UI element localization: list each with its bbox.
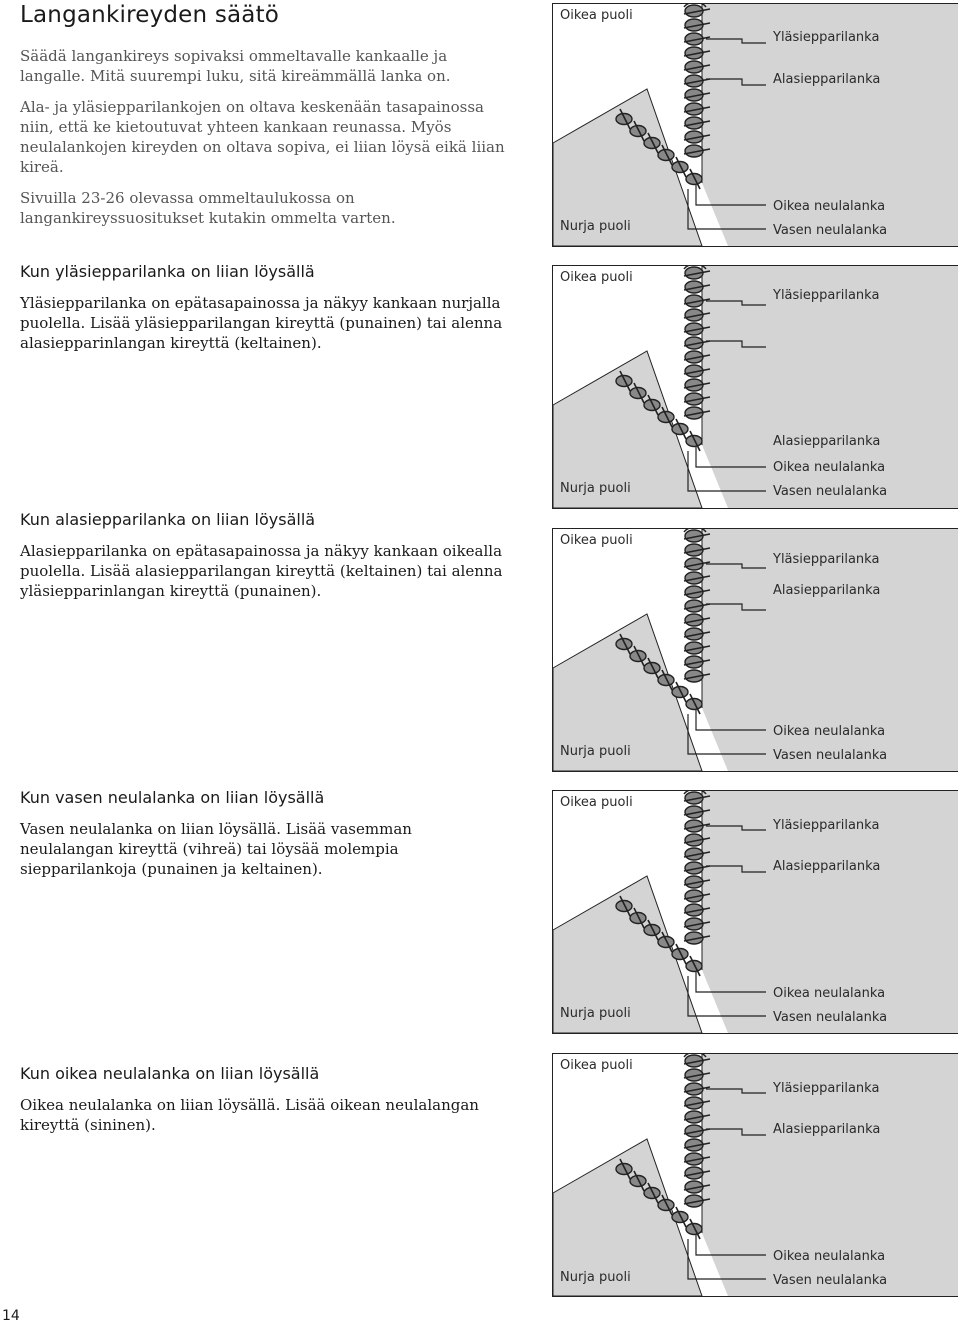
stitch-illustration	[552, 528, 958, 772]
thread-loop	[658, 1200, 674, 1211]
label-lower-looper: Alasiepparilanka	[773, 72, 881, 87]
page-title: Langankireyden säätö	[20, 2, 280, 28]
label-left-needle: Vasen neulalanka	[773, 484, 888, 499]
stitch-illustration	[552, 1053, 958, 1297]
section-text: Vasen neulalanka on liian löysällä. Lisää vasemman neulalangan kireyttä (vihreä) tai löysää molempia siepparilankoja (punainen ja keltainen).	[20, 820, 412, 878]
label-right-needle: Oikea neulalanka	[773, 199, 886, 214]
label-upper-looper: Yläsiepparilanka	[773, 30, 880, 45]
label-right-side: Oikea puoli	[560, 533, 633, 548]
label-right-side: Oikea puoli	[560, 270, 633, 285]
stitch-diagram	[552, 1053, 958, 1297]
stitch-diagram	[552, 790, 958, 1034]
label-right-needle: Oikea neulalanka	[773, 1249, 886, 1264]
label-left-needle: Vasen neulalanka	[773, 1273, 888, 1288]
section-right-needle-loose	[20, 1064, 510, 1146]
thread-loop	[644, 400, 660, 411]
thread-loop	[686, 699, 702, 710]
label-upper-looper: Yläsiepparilanka	[773, 288, 880, 303]
thread-loop	[616, 376, 632, 387]
thread-loop	[686, 436, 702, 447]
label-left-needle: Vasen neulalanka	[773, 748, 888, 763]
intro-paragraph: Säädä langankireys sopivaksi ommeltavalle kankaalle ja langalle. Mitä suurempi luku, sitä kireämmällä lanka on.	[20, 47, 451, 85]
section-text: Yläsiepparilanka on epätasapainossa ja näkyy kankaan nurjalla puolella. Lisää yläsiepparilangan kireyttä (punainen) tai alenna alasiepparinlangan kireyttä (keltainen).	[20, 294, 503, 352]
thread-loop	[658, 150, 674, 161]
label-right-needle: Oikea neulalanka	[773, 986, 886, 1001]
thread-loop	[658, 412, 674, 423]
section-title: Kun oikea neulalanka on liian löysällä	[20, 1064, 320, 1083]
thread-loop	[672, 949, 688, 960]
label-upper-looper: Yläsiepparilanka	[773, 818, 880, 833]
label-right-side: Oikea puoli	[560, 1058, 633, 1073]
label-upper-looper: Yläsiepparilanka	[773, 1081, 880, 1096]
intro-paragraph: Ala- ja yläsiepparilankojen on oltava keskenään tasapainossa niin, että ke kietoutuvat yhteen kankaan reunassa. Myös neulalankojen kireyden on oltava sopiva, ei liian löysä eikä liian kireä.	[20, 98, 505, 176]
label-wrong-side: Nurja puoli	[560, 481, 631, 496]
label-right-side: Oikea puoli	[560, 795, 633, 810]
thread-loop	[644, 138, 660, 149]
label-lower-looper: Alasiepparilanka	[773, 859, 881, 874]
thread-loop	[672, 687, 688, 698]
thread-loop	[672, 424, 688, 435]
section-text: Oikea neulalanka on liian löysällä. Lisää oikean neulalangan kireyttä (sininen).	[20, 1096, 479, 1134]
thread-loop	[616, 1164, 632, 1175]
stitch-illustration	[552, 3, 958, 247]
thread-loop	[616, 639, 632, 650]
label-lower-looper: Alasiepparilanka	[773, 434, 881, 449]
thread-loop	[686, 961, 702, 972]
label-right-side: Oikea puoli	[560, 8, 633, 23]
thread-loop	[686, 1224, 702, 1235]
stitch-diagram	[552, 528, 958, 772]
thread-loop	[616, 901, 632, 912]
section-title: Kun yläsiepparilanka on liian löysällä	[20, 262, 315, 281]
intro-text	[20, 46, 510, 239]
thread-loop	[630, 913, 646, 924]
thread-loop	[644, 925, 660, 936]
section-upper-looper-loose	[20, 262, 510, 364]
label-wrong-side: Nurja puoli	[560, 1006, 631, 1021]
thread-loop	[644, 663, 660, 674]
label-wrong-side: Nurja puoli	[560, 219, 631, 234]
thread-loop	[630, 651, 646, 662]
thread-loop	[672, 162, 688, 173]
stitch-illustration	[552, 265, 958, 509]
section-left-needle-loose	[20, 788, 510, 890]
label-lower-looper: Alasiepparilanka	[773, 1122, 881, 1137]
thread-loop	[630, 1176, 646, 1187]
stitch-diagram	[552, 3, 958, 247]
thread-loop	[658, 937, 674, 948]
thread-loop	[658, 675, 674, 686]
section-text: Alasiepparilanka on epätasapainossa ja näkyy kankaan oikealla puolella. Lisää alasiepparilangan kireyttä (keltainen) tai alenna yläsiepparinlangan kireyttä (punainen).	[20, 542, 503, 600]
thread-loop	[644, 1188, 660, 1199]
page-number: 14	[2, 1308, 20, 1324]
label-left-needle: Vasen neulalanka	[773, 223, 888, 238]
thread-loop	[630, 388, 646, 399]
thread-loop	[630, 126, 646, 137]
label-right-needle: Oikea neulalanka	[773, 460, 886, 475]
label-right-needle: Oikea neulalanka	[773, 724, 886, 739]
label-left-needle: Vasen neulalanka	[773, 1010, 888, 1025]
thread-loop	[616, 114, 632, 125]
label-lower-looper: Alasiepparilanka	[773, 583, 881, 598]
section-title: Kun alasiepparilanka on liian löysällä	[20, 510, 316, 529]
thread-loop	[672, 1212, 688, 1223]
thread-loop	[686, 174, 702, 185]
label-upper-looper: Yläsiepparilanka	[773, 552, 880, 567]
label-wrong-side: Nurja puoli	[560, 744, 631, 759]
section-title: Kun vasen neulalanka on liian löysällä	[20, 788, 325, 807]
intro-paragraph: Sivuilla 23-26 olevassa ommeltaulukossa on langankireyssuositukset kutakin ommelta varten.	[20, 189, 396, 227]
stitch-illustration	[552, 790, 958, 1034]
label-wrong-side: Nurja puoli	[560, 1270, 631, 1285]
stitch-diagram	[552, 265, 958, 509]
section-lower-looper-loose	[20, 510, 510, 612]
